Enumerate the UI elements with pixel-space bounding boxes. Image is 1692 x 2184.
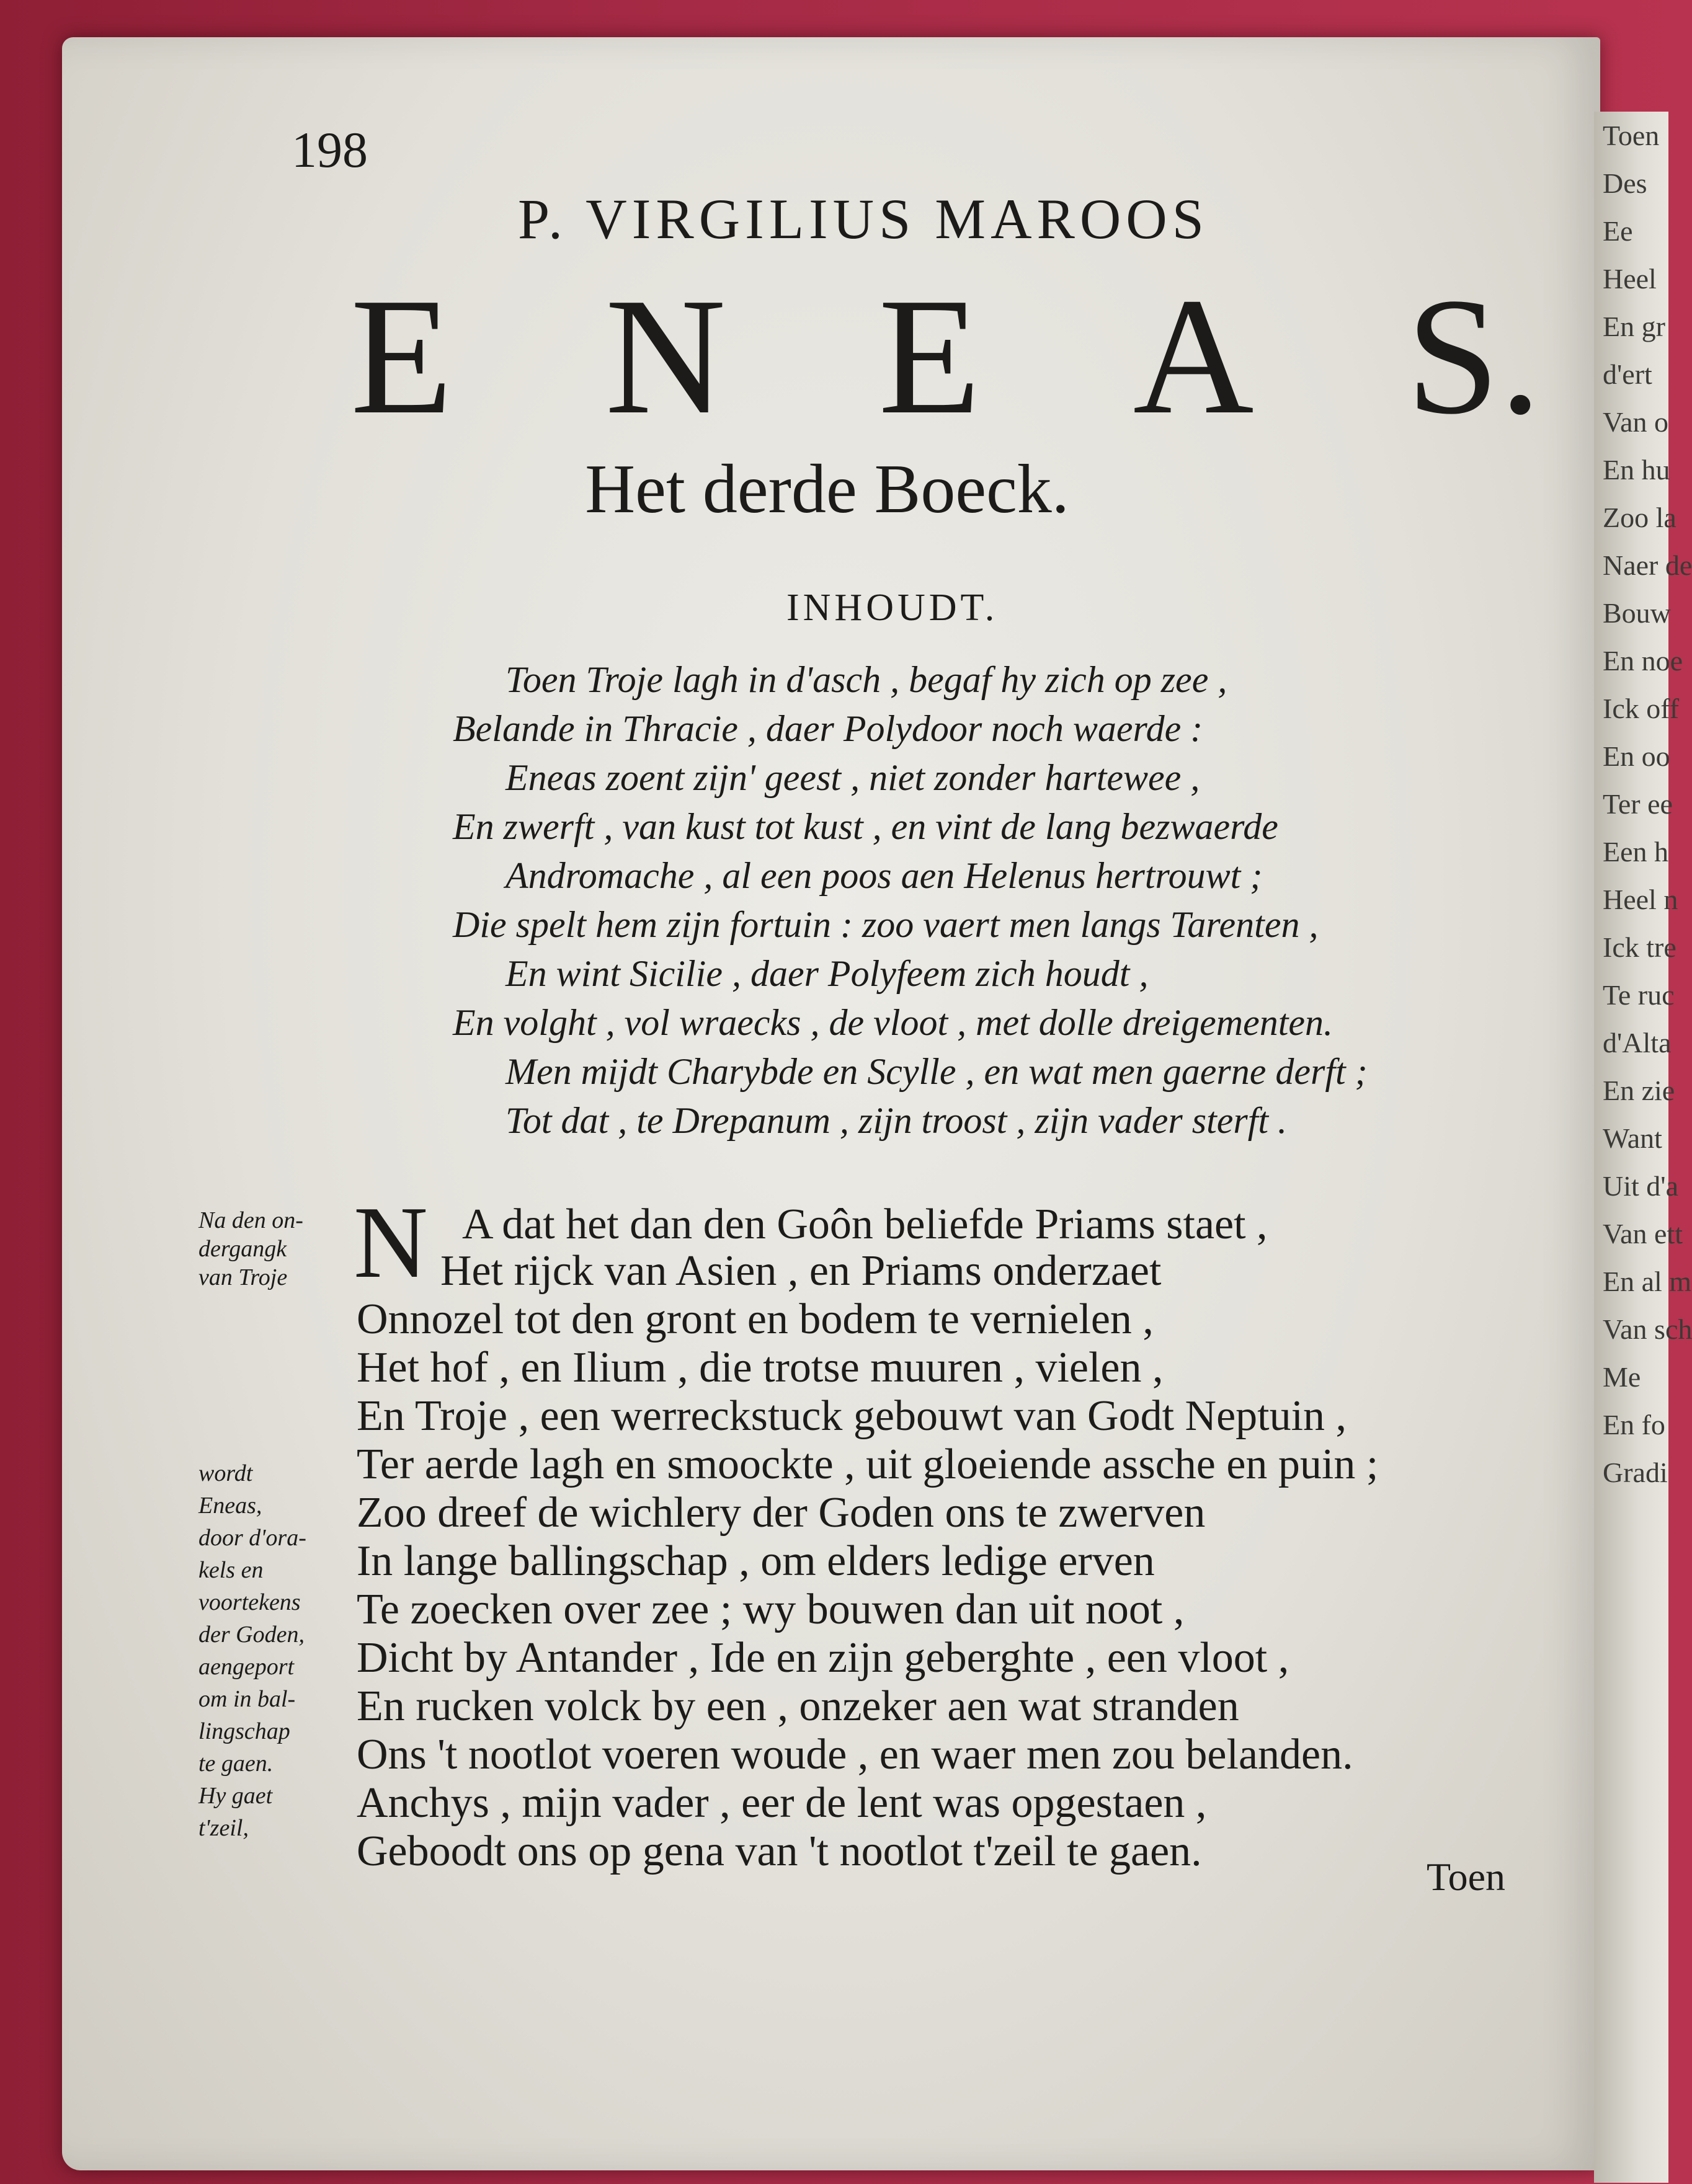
- facing-page-fragment: En hu: [1603, 454, 1670, 486]
- summary-line: En zwerft , van kust tot kust , en vint de lang bezwaerde: [453, 806, 1278, 847]
- facing-page-fragment: En noe: [1603, 645, 1683, 677]
- verse-line: In lange ballingschap , om elders ledige erven: [357, 1537, 1155, 1585]
- margin-note-line: wordt: [198, 1460, 253, 1486]
- facing-page-fragment: Ick off: [1603, 693, 1680, 724]
- margin-note-line: kels en: [198, 1557, 264, 1583]
- facing-page-fragment: Naer de: [1603, 549, 1692, 581]
- facing-page-fragment: d'Alta: [1603, 1027, 1672, 1059]
- margin-note-line: om in bal-: [198, 1686, 296, 1712]
- margin-note-line: van Troje: [198, 1264, 288, 1290]
- facing-page-fragment: Van o: [1603, 406, 1669, 438]
- title-letter: E: [350, 264, 453, 449]
- facing-page-fragment: Te ruc: [1603, 979, 1675, 1011]
- margin-note-line: door d'ora-: [198, 1525, 306, 1551]
- facing-page-fragment: Toen: [1603, 120, 1660, 151]
- verse-line: Onnozel tot den gront en bodem te vernielen ,: [357, 1295, 1154, 1343]
- facing-page-fragment: Een h: [1603, 836, 1669, 868]
- title-letter: E: [878, 264, 981, 449]
- verse-line: Geboodt ons op gena van 't nootlot t'zeil te gaen.: [357, 1827, 1202, 1875]
- facing-page-fragment: En gr: [1603, 311, 1665, 342]
- page-number: 198: [292, 122, 368, 178]
- facing-page-fragment: d'ert: [1603, 358, 1652, 390]
- drop-initial: N: [354, 1185, 428, 1299]
- margin-note-line: dergangk: [198, 1236, 287, 1262]
- summary-line: Belande in Thracie , daer Polydoor noch waerde :: [453, 708, 1203, 749]
- title-letter: S.: [1406, 264, 1541, 449]
- facing-page-fragment: Gradi: [1603, 1457, 1668, 1488]
- facing-page-fragment: Zoo la: [1603, 502, 1676, 533]
- facing-page-fragment: Des: [1603, 167, 1647, 199]
- verse-line: Te zoecken over zee ; wy bouwen dan uit noot ,: [357, 1586, 1185, 1633]
- author-heading: P. VIRGILIUS MAROOS: [518, 187, 1209, 251]
- work-title: [350, 264, 1541, 449]
- margin-note: [198, 1457, 306, 1844]
- summary-line: Andromache , al een poos aen Helenus hertrouwt ;: [505, 855, 1263, 896]
- facing-page-fragment: En oo: [1603, 740, 1670, 772]
- margin-note-line: lingschap: [198, 1718, 290, 1744]
- summary-line: Toen Troje lagh in d'asch , begaf hy zich op zee ,: [505, 659, 1227, 700]
- summary-line: Die spelt hem zijn fortuin : zoo vaert men langs Tarenten ,: [453, 904, 1319, 945]
- facing-page-fragment: Me: [1603, 1361, 1641, 1393]
- verse-line: En rucken volck by een , onzeker aen wat stranden: [357, 1682, 1239, 1730]
- margin-note-line: voortekens: [198, 1589, 301, 1615]
- summary-line: Tot dat , te Drepanum , zijn troost , zijn vader sterft .: [505, 1100, 1288, 1141]
- margin-note: [198, 1206, 303, 1292]
- facing-page-fragment: Van ett: [1603, 1218, 1683, 1250]
- facing-page-fragment: Ter ee: [1603, 788, 1673, 820]
- title-letter: A: [1133, 264, 1254, 449]
- verse-line: Ter aerde lagh en smoockte , uit gloeiende assche en puin ;: [357, 1440, 1379, 1488]
- verse-line: En Troje , een werreckstuck gebouwt van Godt Neptuin ,: [357, 1392, 1347, 1440]
- facing-page-fragment: Bouw: [1603, 597, 1671, 629]
- margin-note-line: Eneas,: [198, 1493, 262, 1519]
- facing-page-edge: [1594, 112, 1692, 2183]
- facing-page-fragment: En al m: [1603, 1266, 1692, 1297]
- title-letter: N: [605, 264, 726, 449]
- book-title: Het derde Boeck.: [585, 451, 1069, 528]
- facing-page-fragment: Uit d'a: [1603, 1170, 1678, 1202]
- facing-page-fragment: En fo: [1603, 1409, 1665, 1440]
- margin-note-line: aengeport: [198, 1654, 295, 1680]
- verse-line: Dicht by Antander , Ide en zijn geberghte , een vloot ,: [357, 1634, 1289, 1682]
- verse-line: Anchys , mijn vader , eer de lent was opgestaen ,: [357, 1779, 1207, 1827]
- catchword: Toen: [1427, 1855, 1506, 1899]
- margin-note-line: der Goden,: [198, 1622, 305, 1648]
- margin-note-line: t'zeil,: [198, 1815, 249, 1841]
- margin-note-line: te gaen.: [198, 1751, 274, 1777]
- summary-line: En volght , vol wraecks , de vloot , met dolle dreigementen.: [453, 1002, 1334, 1043]
- summary-line: Eneas zoent zijn' geest , niet zonder hartewee ,: [505, 757, 1200, 798]
- verse-line: Ons 't nootlot voeren woude , en waer men zou belanden.: [357, 1731, 1353, 1778]
- facing-page-fragment: Van sch: [1603, 1313, 1692, 1345]
- facing-page-fragment: Ee: [1603, 215, 1633, 247]
- facing-page-fragment: Heel: [1603, 263, 1657, 295]
- margin-note-line: Na den on-: [198, 1207, 303, 1233]
- summary-heading: INHOUDT.: [786, 587, 999, 629]
- summary-line: En wint Sicilie , daer Polyfeem zich houdt ,: [505, 953, 1149, 994]
- facing-page-fragment: En zie: [1603, 1075, 1675, 1106]
- margin-note-line: Hy gaet: [198, 1783, 273, 1809]
- facing-page-fragment: Ick tre: [1603, 931, 1676, 963]
- verse-line: Het hof , en Ilium , die trotse muuren , vielen ,: [357, 1344, 1164, 1392]
- verse-line: Het rijck van Asien , en Priams onderzaet: [440, 1247, 1162, 1295]
- verse-line: A dat het dan den Goôn beliefde Priams staet ,: [462, 1201, 1268, 1248]
- verse-line: Zoo dreef de wichlery der Goden ons te zwerven: [357, 1489, 1206, 1537]
- facing-page-fragment: Want: [1603, 1122, 1662, 1154]
- facing-page-fragment: Heel n: [1603, 884, 1678, 915]
- summary-line: Men mijdt Charybde en Scylle , en wat men gaerne derft ;: [505, 1051, 1368, 1092]
